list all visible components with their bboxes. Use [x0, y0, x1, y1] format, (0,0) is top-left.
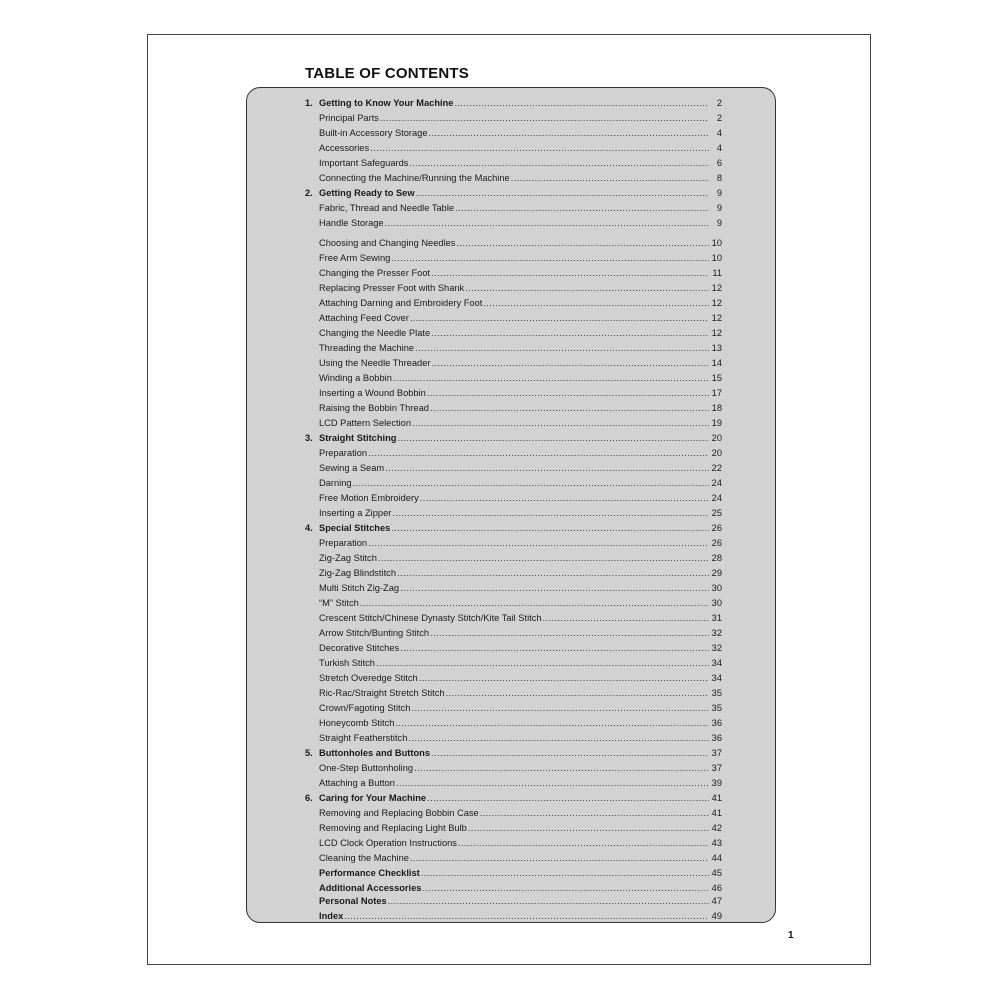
toc-page-number: 30	[711, 598, 722, 608]
toc-section-number: 6.	[305, 793, 313, 803]
toc-entry	[305, 294, 722, 309]
toc-section	[305, 519, 722, 534]
toc-entry-label: Free Arm Sewing	[319, 253, 391, 263]
toc-leader-dots	[378, 553, 709, 564]
toc-entry-label: Personal Notes	[319, 896, 387, 906]
toc-page-number: 18	[711, 403, 722, 413]
toc-entry-label: Raising the Bobbin Thread	[319, 403, 429, 413]
toc-page-number: 12	[711, 283, 722, 293]
toc-leader-dots	[543, 613, 709, 624]
toc-entry	[305, 714, 722, 729]
page-number: 1	[788, 930, 794, 941]
page-title: TABLE OF CONTENTS	[305, 65, 469, 82]
toc-section-number: 3.	[305, 433, 313, 443]
toc-leader-dots	[420, 493, 709, 504]
toc-page-number: 20	[711, 448, 722, 458]
toc-leader-dots	[480, 808, 709, 819]
toc-entry	[305, 594, 722, 609]
toc-section	[305, 429, 722, 444]
toc-entry-label: Built-in Accessory Storage	[319, 128, 428, 138]
toc-leader-dots	[395, 718, 709, 729]
toc-entry-label: Handle Storage	[319, 218, 384, 228]
toc-leader-dots	[483, 298, 709, 309]
toc-leader-dots	[400, 643, 709, 654]
toc-leader-dots	[456, 238, 709, 249]
toc-entry-label: Attaching Feed Cover	[319, 313, 409, 323]
toc-leader-dots	[416, 188, 709, 199]
toc-page-number: 42	[711, 823, 722, 833]
toc-page-number: 36	[711, 718, 722, 728]
toc-entry	[305, 124, 722, 139]
toc-leader-dots	[400, 583, 709, 594]
toc-entry	[305, 549, 722, 564]
toc-page-number: 37	[711, 763, 722, 773]
toc-leader-dots	[385, 218, 709, 229]
toc-page-number: 28	[711, 553, 722, 563]
toc-page-number: 2	[716, 113, 722, 123]
toc-entry	[305, 834, 722, 849]
toc-entry-label: Decorative Stitches	[319, 643, 400, 653]
toc-entry-label: LCD Pattern Selection	[319, 418, 411, 428]
toc-section-number: 2.	[305, 188, 313, 198]
toc-entry-label: Removing and Replacing Light Bulb	[319, 823, 467, 833]
toc-page-number: 39	[711, 778, 722, 788]
toc-leader-dots	[410, 853, 709, 864]
toc-leader-dots	[429, 128, 709, 139]
toc-entry-label: Inserting a Wound Bobbin	[319, 388, 426, 398]
toc-page-number: 8	[716, 173, 722, 183]
toc-entry-label: Free Motion Embroidery	[319, 493, 419, 503]
toc-leader-dots	[408, 733, 709, 744]
toc-page-number: 15	[711, 373, 722, 383]
toc-section-number: 4.	[305, 523, 313, 533]
toc-entry	[305, 654, 722, 669]
toc-leader-dots	[465, 283, 709, 294]
toc-leader-dots	[412, 418, 709, 429]
toc-entry-label: Fabric, Thread and Needle Table	[319, 203, 455, 213]
toc-page-number: 11	[712, 268, 722, 278]
toc-section	[305, 94, 722, 109]
toc-leader-dots	[410, 313, 709, 324]
toc-entry	[305, 669, 722, 684]
toc-page-number: 30	[711, 583, 722, 593]
toc-page-number: 35	[711, 703, 722, 713]
toc-entry-label: Attaching a Button	[319, 778, 395, 788]
toc-entry-label: Ric-Rac/Straight Stretch Stitch	[319, 688, 445, 698]
toc-entry-label: One-Step Buttonholing	[319, 763, 414, 773]
toc-leader-dots	[454, 98, 709, 109]
toc-entry	[305, 444, 722, 459]
toc-page-number: 12	[711, 328, 722, 338]
toc-entry-label: LCD Clock Operation Instructions	[319, 838, 457, 848]
toc-leader-dots	[393, 373, 709, 384]
toc-entry-label: Replacing Presser Foot with Shank	[319, 283, 465, 293]
toc-page-number: 29	[711, 568, 722, 578]
toc-entry-label: Index	[319, 911, 344, 921]
toc-entry	[305, 579, 722, 594]
toc-leader-dots	[360, 598, 709, 609]
toc-entry-label: Additional Accessories	[319, 883, 422, 893]
toc-page-number: 14	[711, 358, 722, 368]
toc-entry-label: Straight Stitching	[319, 433, 397, 443]
toc-entry-label: “M” Stitch	[319, 598, 359, 608]
toc-entry	[305, 199, 722, 214]
toc-leader-dots	[511, 173, 709, 184]
toc-entry-label: Preparation	[319, 538, 368, 548]
toc-entry	[305, 729, 722, 744]
toc-entry-label: Stretch Overedge Stitch	[319, 673, 418, 683]
toc-entry	[305, 279, 722, 294]
toc-leader-dots	[431, 748, 709, 759]
toc-entry	[305, 504, 722, 519]
toc-entry-label: Inserting a Zipper	[319, 508, 392, 518]
toc-entry	[305, 849, 722, 864]
toc-page-number: 46	[711, 883, 722, 893]
toc-page-number: 25	[711, 508, 722, 518]
toc-entry-label: Performance Checklist	[319, 868, 420, 878]
toc-leader-dots	[368, 448, 709, 459]
toc-leader-dots	[419, 673, 709, 684]
toc-entry	[305, 564, 722, 579]
toc-entry-label: Changing the Presser Foot	[319, 268, 431, 278]
toc-entry-label: Crown/Fagoting Stitch	[319, 703, 411, 713]
toc-section	[305, 744, 722, 759]
toc-leader-dots	[431, 268, 709, 279]
toc-entry	[305, 639, 722, 654]
toc-entry-label: Getting Ready to Sew	[319, 188, 415, 198]
toc-entry	[305, 894, 722, 907]
toc-page-number: 9	[716, 188, 722, 198]
toc-leader-dots	[385, 463, 709, 474]
toc-entry	[305, 339, 722, 354]
toc-page-number: 24	[711, 493, 722, 503]
toc-leader-dots	[431, 328, 709, 339]
toc-entry	[305, 214, 722, 229]
toc-page-number: 41	[711, 808, 722, 818]
toc-page-number: 12	[711, 313, 722, 323]
toc-page-number: 41	[711, 793, 722, 803]
toc-leader-dots	[458, 838, 709, 849]
toc-page-number: 36	[711, 733, 722, 743]
toc-page-number: 17	[711, 388, 722, 398]
toc-page-number: 19	[711, 418, 722, 428]
toc-entry-label: Darning	[319, 478, 352, 488]
toc-leader-dots	[370, 143, 709, 154]
toc-entry	[305, 489, 722, 504]
toc-leader-dots	[430, 628, 709, 639]
toc-leader-dots	[397, 433, 709, 444]
toc-entry	[305, 864, 722, 879]
toc-list	[305, 94, 722, 922]
toc-entry	[305, 879, 722, 894]
toc-leader-dots	[415, 343, 709, 354]
toc-entry	[305, 369, 722, 384]
toc-entry	[305, 459, 722, 474]
toc-entry-label: Cleaning the Machine	[319, 853, 409, 863]
toc-entry-label: Turkish Stitch	[319, 658, 375, 668]
toc-leader-dots	[353, 478, 709, 489]
toc-leader-dots	[427, 388, 709, 399]
toc-leader-dots	[376, 658, 709, 669]
toc-page-number: 10	[711, 253, 722, 263]
toc-page-number: 34	[711, 673, 722, 683]
toc-entry-label: Attaching Darning and Embroidery Foot	[319, 298, 483, 308]
toc-page-number: 34	[711, 658, 722, 668]
toc-entry-label: Winding a Bobbin	[319, 373, 392, 383]
toc-entry	[305, 534, 722, 549]
toc-page-number: 2	[716, 98, 722, 108]
toc-page-number: 47	[711, 896, 722, 906]
toc-leader-dots	[422, 883, 709, 894]
toc-entry	[305, 264, 722, 279]
toc-leader-dots	[427, 793, 709, 804]
toc-page-number: 26	[711, 538, 722, 548]
toc-page-number: 22	[711, 463, 722, 473]
toc-leader-dots	[391, 523, 709, 534]
toc-entry-label: Crescent Stitch/Chinese Dynasty Stitch/Kite Tail Stitch	[319, 613, 542, 623]
toc-page-number: 13	[711, 343, 722, 353]
toc-entry	[305, 109, 722, 124]
toc-entry-label: Straight Featherstitch	[319, 733, 408, 743]
toc-page-number: 12	[711, 298, 722, 308]
toc-entry-label: Threading the Machine	[319, 343, 415, 353]
toc-leader-dots	[396, 778, 709, 789]
toc-page-number: 44	[711, 853, 722, 863]
toc-entry	[305, 759, 722, 774]
toc-entry	[305, 819, 722, 834]
toc-section-number: 5.	[305, 748, 313, 758]
toc-leader-dots	[421, 868, 709, 879]
toc-entry	[305, 414, 722, 429]
toc-entry	[305, 474, 722, 489]
toc-leader-dots	[430, 403, 709, 414]
toc-page-number: 24	[711, 478, 722, 488]
toc-entry-label: Caring for Your Machine	[319, 793, 427, 803]
toc-page-number: 32	[711, 628, 722, 638]
toc-leader-dots	[344, 911, 709, 922]
toc-leader-dots	[411, 703, 709, 714]
toc-page-number: 4	[716, 143, 722, 153]
toc-entry-label: Zig-Zag Blindstitch	[319, 568, 396, 578]
toc-entry-label: Multi Stitch Zig-Zag	[319, 583, 400, 593]
toc-page-number: 26	[711, 523, 722, 533]
toc-page-number: 32	[711, 643, 722, 653]
toc-page-number: 20	[711, 433, 722, 443]
toc-entry	[305, 324, 722, 339]
toc-leader-dots	[388, 896, 709, 907]
toc-entry-label: Preparation	[319, 448, 368, 458]
toc-page-number: 45	[711, 868, 722, 878]
toc-leader-dots	[446, 688, 709, 699]
toc-entry-label: Changing the Needle Plate	[319, 328, 431, 338]
toc-leader-dots	[391, 253, 709, 264]
toc-entry	[305, 169, 722, 184]
toc-entry	[305, 354, 722, 369]
toc-leader-dots	[392, 508, 709, 519]
toc-page-number: 10	[711, 238, 722, 248]
toc-entry-label: Zig-Zag Stitch	[319, 553, 377, 563]
toc-entry-label: Connecting the Machine/Running the Machine	[319, 173, 510, 183]
toc-entry-label: Using the Needle Threader	[319, 358, 431, 368]
toc-leader-dots	[380, 113, 709, 124]
toc-entry	[305, 609, 722, 624]
toc-entry	[305, 139, 722, 154]
toc-page-number: 9	[716, 218, 722, 228]
toc-section	[305, 184, 722, 199]
toc-page-number: 37	[711, 748, 722, 758]
toc-leader-dots	[368, 538, 709, 549]
toc-entry	[305, 309, 722, 324]
toc-entry	[305, 249, 722, 264]
toc-leader-dots	[397, 568, 709, 579]
toc-page-number: 43	[711, 838, 722, 848]
toc-page-number: 49	[711, 911, 722, 921]
toc-entry-label: Choosing and Changing Needles	[319, 238, 456, 248]
toc-entry-label: Accessories	[319, 143, 370, 153]
toc-entry	[305, 154, 722, 169]
toc-section	[305, 789, 722, 804]
toc-leader-dots	[455, 203, 709, 214]
toc-page-number: 4	[716, 128, 722, 138]
toc-page-number: 6	[716, 158, 722, 168]
toc-leader-dots	[414, 763, 709, 774]
toc-entry-label: Removing and Replacing Bobbin Case	[319, 808, 479, 818]
toc-entry-label: Arrow Stitch/Bunting Stitch	[319, 628, 430, 638]
toc-entry	[305, 699, 722, 714]
toc-entry	[305, 624, 722, 639]
toc-entry-label: Buttonholes and Buttons	[319, 748, 431, 758]
toc-entry-label: Principal Parts	[319, 113, 379, 123]
toc-entry-label: Special Stitches	[319, 523, 391, 533]
toc-entry	[305, 684, 722, 699]
toc-section-number: 1.	[305, 98, 313, 108]
toc-entry	[305, 234, 722, 249]
toc-leader-dots	[468, 823, 709, 834]
toc-entry	[305, 907, 722, 922]
toc-entry	[305, 774, 722, 789]
document-page	[147, 34, 871, 965]
toc-leader-dots	[409, 158, 709, 169]
toc-leader-dots	[431, 358, 709, 369]
toc-page-number: 9	[716, 203, 722, 213]
toc-entry-label: Important Safeguards	[319, 158, 409, 168]
toc-page-number: 35	[711, 688, 722, 698]
toc-page-number: 31	[711, 613, 722, 623]
toc-entry-label: Getting to Know Your Machine	[319, 98, 454, 108]
toc-entry	[305, 804, 722, 819]
toc-entry	[305, 384, 722, 399]
toc-entry-label: Honeycomb Stitch	[319, 718, 395, 728]
toc-entry-label: Sewing a Seam	[319, 463, 385, 473]
toc-entry	[305, 399, 722, 414]
